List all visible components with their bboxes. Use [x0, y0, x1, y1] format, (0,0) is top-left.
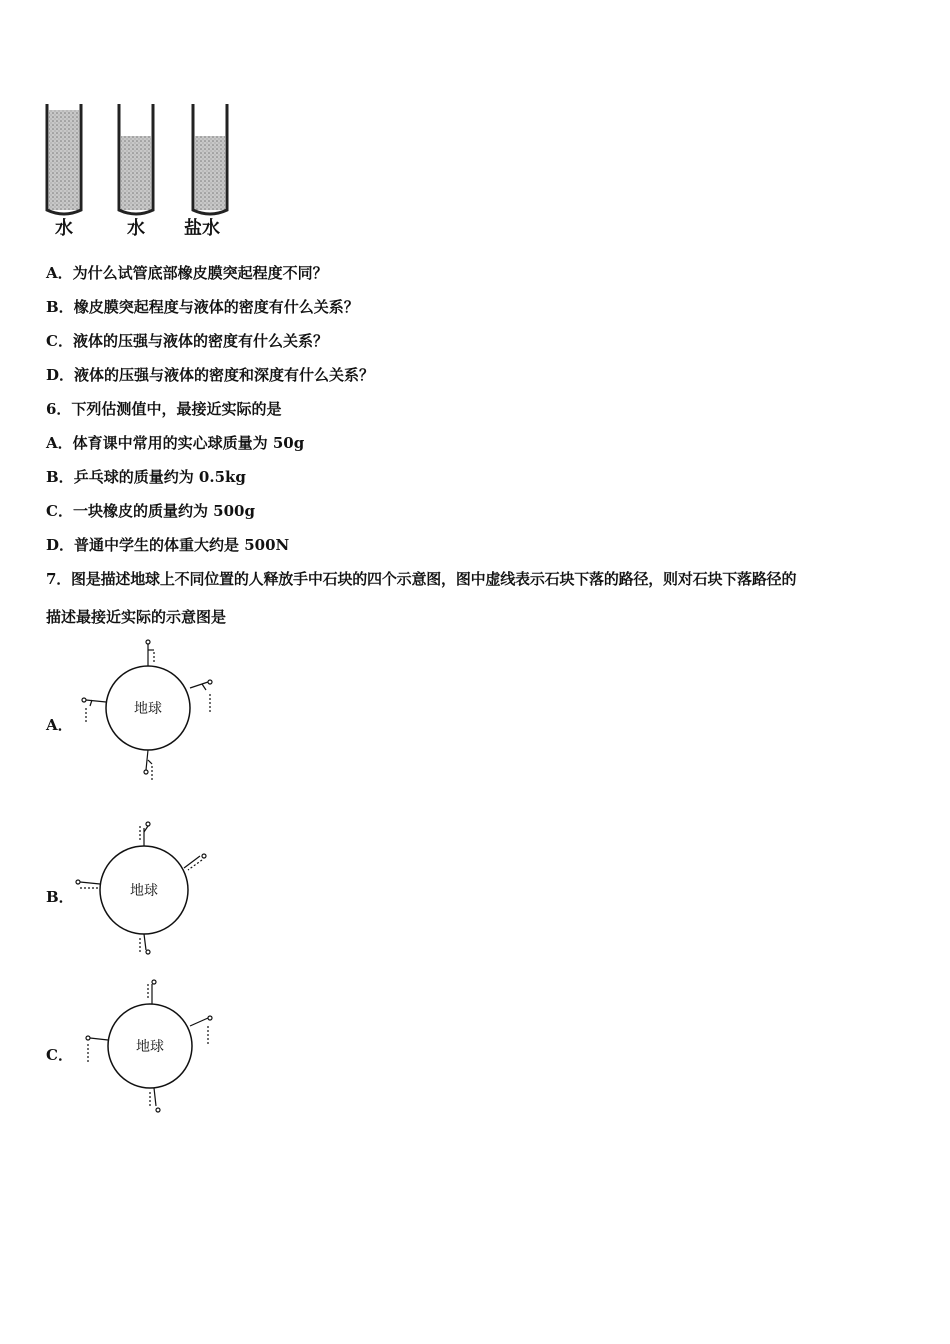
q6-option-a-letter: A． [46, 434, 73, 452]
person-right-c [190, 1016, 212, 1044]
earth-label-a: 地球 [134, 701, 162, 717]
person-bottom-a [144, 750, 152, 782]
person-right-a [190, 680, 212, 712]
q6-option-b-letter: B． [46, 468, 74, 486]
q5-option-c [46, 330, 328, 351]
q5-option-a-text: 为什么试管底部橡皮膜突起程度不同？ [72, 264, 328, 282]
q6-option-b-text: 乒乓球的质量约为 0.5kg [73, 468, 246, 486]
q5-option-d [46, 364, 374, 385]
person-top-c [148, 980, 156, 1004]
earth-label-b: 地球 [130, 883, 158, 899]
q5-option-b-text: 橡皮膜突起程度与液体的密度有什么关系？ [73, 298, 359, 316]
test-tubes-figure [40, 100, 280, 240]
q6-option-a-text: 体育课中常用的实心球质量为 50g [72, 434, 305, 452]
tube-2 [119, 104, 153, 214]
earth-diagram-b [68, 812, 228, 972]
tube-label-3: 盐水 [184, 218, 220, 239]
q6-option-d [46, 534, 289, 555]
q6-option-c-text: 一块橡皮的质量约为 500g [72, 502, 255, 520]
q5-option-b [46, 296, 359, 317]
tube-label-1: 水 [55, 218, 73, 239]
q5-option-b-letter: B． [46, 298, 74, 316]
person-top-a [146, 640, 154, 666]
person-top-b [140, 822, 150, 846]
earth-diagram-a [72, 630, 232, 790]
q6-stem: 6．下列估测值中，最接近实际的是 [46, 400, 282, 418]
earth-label-c: 地球 [136, 1039, 164, 1055]
tube-3 [193, 104, 227, 214]
tube-1 [47, 104, 81, 214]
q6-option-b [46, 466, 246, 487]
tube-label-2: 水 [127, 218, 145, 239]
person-left-b [76, 880, 100, 888]
q7-option-a-letter: A． [46, 716, 73, 734]
q6-option-d-letter: D． [46, 536, 75, 554]
q6-option-a [46, 432, 304, 453]
q5-option-c-letter: C． [46, 332, 73, 350]
q5-option-d-text: 液体的压强与液体的密度和深度有什么关系？ [74, 366, 375, 384]
q6-option-c-letter: C． [46, 502, 73, 520]
person-bottom-b [140, 934, 150, 954]
person-left-a [82, 698, 106, 724]
person-bottom-c [150, 1088, 160, 1112]
person-right-b [184, 854, 206, 870]
q7-option-c-letter: C． [46, 1046, 73, 1064]
q5-option-a [46, 262, 328, 283]
q5-option-d-letter: D． [46, 366, 75, 384]
q5-option-c-text: 液体的压强与液体的密度有什么关系？ [72, 332, 328, 350]
q6-option-c [46, 500, 255, 521]
q7-stem-line-2: 描述最接近实际的示意图是 [46, 608, 227, 626]
person-left-c [86, 1036, 108, 1062]
q6-option-d-text: 普通中学生的体重大约是 500N [74, 536, 290, 554]
q5-option-a-letter: A． [46, 264, 73, 282]
q7-option-b-letter: B． [46, 888, 74, 906]
earth-diagram-c [74, 970, 234, 1130]
q7-stem-line-1: 7．图是描述地球上不同位置的人释放手中石块的四个示意图，图中虚线表示石块下落的路径，则对石块下落路径的 [46, 570, 797, 588]
